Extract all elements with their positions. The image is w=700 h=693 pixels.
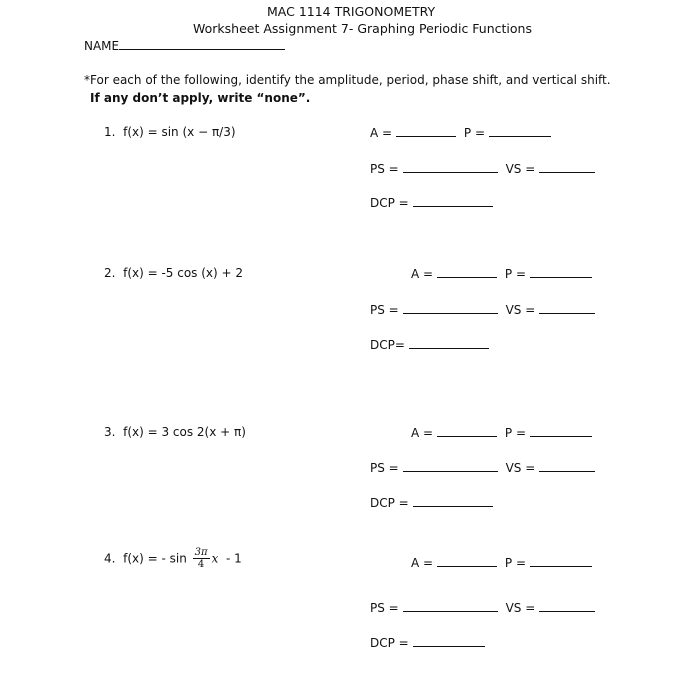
phase-shift-label: PS = <box>370 162 399 176</box>
amplitude-label: A = <box>411 267 434 281</box>
dcp-blank[interactable] <box>413 195 493 207</box>
period-label: P = <box>504 267 527 281</box>
fraction-numerator: 3π <box>194 547 208 558</box>
vertical-shift-label: VS = <box>505 162 536 176</box>
amplitude-row-2 <box>411 266 592 281</box>
dcp-blank[interactable] <box>413 495 493 507</box>
phase-shift-label: PS = <box>370 601 399 615</box>
problem-2 <box>104 266 243 280</box>
problem-function-prefix: f(x) = - sin <box>123 551 187 566</box>
amplitude-row-3 <box>411 425 592 440</box>
problem-number: 1. <box>104 125 116 139</box>
variable-x: x <box>211 551 219 566</box>
period-label: P = <box>504 556 527 570</box>
vertical-shift-label: VS = <box>505 303 536 317</box>
dcp-label: DCP = <box>370 196 409 210</box>
vertical-shift-blank[interactable] <box>539 161 595 173</box>
instructions-text: *For each of the following, identify the amplitude, period, phase shift, and vertical shift. <box>84 73 611 87</box>
dcp-label: DCP = <box>370 636 409 650</box>
phase-shift-label: PS = <box>370 461 399 475</box>
dcp-row-3 <box>370 495 493 510</box>
phase-shift-blank[interactable] <box>403 460 498 472</box>
problem-1 <box>104 125 236 139</box>
problem-number: 3. <box>104 425 116 439</box>
amplitude-blank[interactable] <box>437 425 497 437</box>
period-blank[interactable] <box>489 125 551 137</box>
problem-number: 2. <box>104 266 116 280</box>
vertical-shift-blank[interactable] <box>539 600 595 612</box>
phase-shift-label: PS = <box>370 303 399 317</box>
vertical-shift-blank[interactable] <box>539 302 595 314</box>
amplitude-blank[interactable] <box>437 266 497 278</box>
period-blank[interactable] <box>530 425 592 437</box>
phase-shift-blank[interactable] <box>403 161 498 173</box>
amplitude-row-1 <box>370 125 551 140</box>
phase-shift-blank[interactable] <box>403 302 498 314</box>
fraction <box>193 547 210 570</box>
phase-shift-blank[interactable] <box>403 600 498 612</box>
phase-row-4 <box>370 600 595 615</box>
dcp-row-2 <box>370 337 489 352</box>
vertical-shift-label: VS = <box>505 461 536 475</box>
problem-function: f(x) = 3 cos 2(x + π) <box>123 425 246 439</box>
problem-function: f(x) = -5 cos (x) + 2 <box>123 266 244 280</box>
dcp-blank[interactable] <box>413 635 485 647</box>
amplitude-blank[interactable] <box>396 125 456 137</box>
problem-function-suffix: - 1 <box>226 551 242 566</box>
problem-function: f(x) = sin (x − π/3) <box>123 125 236 139</box>
dcp-row-4 <box>370 635 485 650</box>
vertical-shift-blank[interactable] <box>539 460 595 472</box>
period-blank[interactable] <box>530 555 592 567</box>
phase-row-2 <box>370 302 595 317</box>
period-label: P = <box>463 126 486 140</box>
amplitude-label: A = <box>411 426 434 440</box>
vertical-shift-label: VS = <box>505 601 536 615</box>
dcp-blank[interactable] <box>409 337 489 349</box>
dcp-label: DCP= <box>370 338 405 352</box>
amplitude-blank[interactable] <box>437 555 497 567</box>
problem-4 <box>104 547 242 570</box>
dcp-row-1 <box>370 195 493 210</box>
period-label: P = <box>504 426 527 440</box>
name-label: NAME <box>84 39 120 53</box>
problem-3 <box>104 425 246 439</box>
phase-row-1 <box>370 161 595 176</box>
instructions-note: If any don’t apply, write “none”. <box>90 91 311 105</box>
amplitude-row-4 <box>411 555 592 570</box>
phase-row-3 <box>370 460 595 475</box>
name-field[interactable] <box>119 38 285 50</box>
period-blank[interactable] <box>530 266 592 278</box>
amplitude-label: A = <box>370 126 393 140</box>
amplitude-label: A = <box>411 556 434 570</box>
name-row <box>84 38 285 53</box>
problem-number: 4. <box>104 551 116 566</box>
course-title: MAC 1114 TRIGONOMETRY <box>267 4 436 19</box>
fraction-denominator: 4 <box>197 559 205 570</box>
dcp-label: DCP = <box>370 496 409 510</box>
assignment-title: Worksheet Assignment 7- Graphing Periodic Functions <box>193 21 532 36</box>
